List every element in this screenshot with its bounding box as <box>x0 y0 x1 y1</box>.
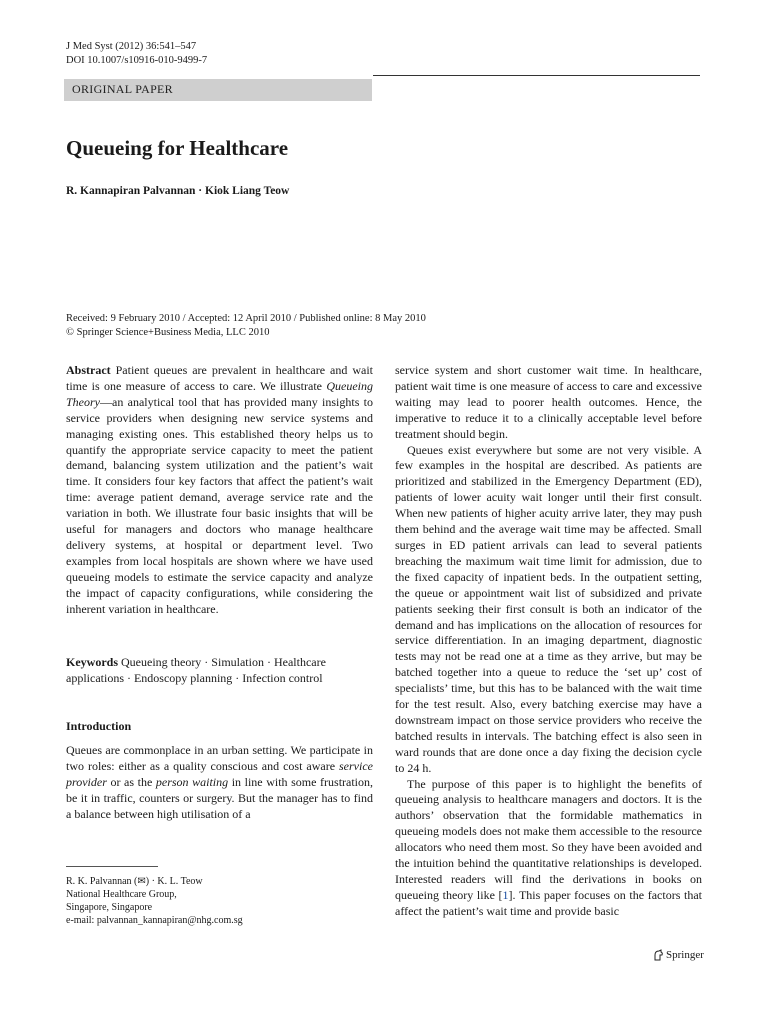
copyright-line: © Springer Science+Business Media, LLC 2010 <box>66 327 270 338</box>
abstract-label: Abstract <box>66 363 111 377</box>
article-type-banner <box>64 79 372 101</box>
intro-text-c: in line with some frustration, be it in traffic, counters or surgery. But the manager has to find a balance between high utilisation of a <box>66 774 374 821</box>
publisher-logo <box>652 949 704 961</box>
abstract-text-1: Patient queues are prevalent in healthcare and wait time is one measure of access to care. We illustrate <box>66 363 373 393</box>
right-p3-text-a: The purpose of this paper is to highlight the benefits of queueing analysis to healthcare managers and doctors. It is the authors’ observation that the formidable mathematics in queueing models does not make them accessible to the resource allocators who need them most. So they have been avoided and the intuition behind the quantitative relationships is developed. Interested readers will find the derivations in books on queueing theory like [ <box>395 776 702 902</box>
right-paragraph-1: service system and short customer wait time. In healthcare, patient wait time is one measure of access to care and excessive waiting may lead to poorer health outcomes. Hence, the imperative to reduce it to a clinically acceptable level before treatment should begin. <box>395 363 702 441</box>
publisher-name: Springer <box>666 949 704 961</box>
dates-line: Received: 9 February 2010 / Accepted: 12 April 2010 / Published online: 8 May 2010 <box>66 313 426 324</box>
abstract-text-2: —an analytical tool that has provided many insights to service providers when designing new service systems and managing existing ones. This established theory helps us to quantify the appropriate service capacity to meet the patient demand, balancing system utilization and the patient’s wait time. It considers four key factors that affect the patient’s wait time: average patient demand, average service rate and the variation in both. We illustrate four basic insights that will be useful for managers and doctors who manage healthcare delivery systems, at hospital or department level. Two examples from local hospitals are shown where we have used queueing models to estimate the service capacity and analyze the impact of capacity configurations, while considering the inherent variation in healthcare. <box>66 394 373 616</box>
keywords-label: Keywords <box>66 655 118 669</box>
footnote-email[interactable]: e-mail: palvannan_kannapiran@nhg.com.sg <box>66 915 243 926</box>
right-paragraph-3 <box>395 777 702 920</box>
abstract <box>66 363 373 618</box>
intro-text-a: Queues are commonplace in an urban setting. We participate in two roles: either as a quality conscious and cost aware <box>66 743 373 773</box>
introduction-heading: Introduction <box>66 719 132 733</box>
right-paragraph-2: Queues exist everywhere but some are not very visible. A few examples in the hospital are described. As patients are prioritized and stabilized in the Emergency Department (ED), patients of lower acuity wait longer until their first consult. When new patients of higher acuity arrive later, they may push them behind and the average wait time may be affected. Small surges in ED patient arrivals can lead to several patients breaching the maximum wait time limit for admission, due to the fixed capacity of inpatient beds. In the outpatient setting, the queue or appointment wait list of subsidized and private patients seeking their first consult is both an indicator of the demand and has implications on the allocation of resources for service differentiation. In an imaging department, diagnostic tests may not be read one at a time as they arrive, but may be batched together into a queue to reduce the ‘set up’ cost of specialists’ time, but this has to be balanced with the wait time for the test result. Also, every batching exercise may have a downstream impact on those service providers who receive the batched results in intervals. The batching effect is also seen in ward rounds that are done once a day fixing the decision cycle to 24 h. <box>395 442 702 775</box>
paper-title: Queueing for Healthcare <box>66 136 289 160</box>
header-rule <box>373 75 700 76</box>
intro-text-b: or as the <box>106 774 156 789</box>
footnote-affiliation: National Healthcare Group, <box>66 889 177 900</box>
author-list: R. Kannapiran Palvannan · Kiok Liang Teow <box>66 185 290 197</box>
doi: DOI 10.1007/s10916-010-9499-7 <box>66 55 208 66</box>
journal-header <box>66 40 207 68</box>
keywords <box>66 655 373 687</box>
publication-dates <box>66 312 666 340</box>
abstract-italic-term: Queueing Theory <box>66 378 373 409</box>
intro-em-service-provider: service provider <box>66 758 373 789</box>
keywords-text: Queueing theory · Simulation · Healthcare applications · Endoscopy planning · Infection control <box>66 655 326 685</box>
author-footnote <box>66 875 366 927</box>
intro-em-person-waiting: person waiting <box>155 774 229 789</box>
footnote-authors: R. K. Palvannan (✉) · K. L. Teow <box>66 876 203 887</box>
article-type-label: ORIGINAL PAPER <box>72 82 173 96</box>
right-column <box>395 363 702 920</box>
right-p3-text-b: ]. This paper focuses on the factors that affect the patient’s wait time and provide basic <box>395 887 702 918</box>
footnote-rule <box>66 866 158 867</box>
citation-link-1[interactable]: 1 <box>502 887 509 902</box>
journal-citation: J Med Syst (2012) 36:541–547 <box>66 41 197 52</box>
introduction-body <box>66 743 373 823</box>
springer-horse-icon <box>652 949 664 961</box>
footnote-location: Singapore, Singapore <box>66 902 153 913</box>
